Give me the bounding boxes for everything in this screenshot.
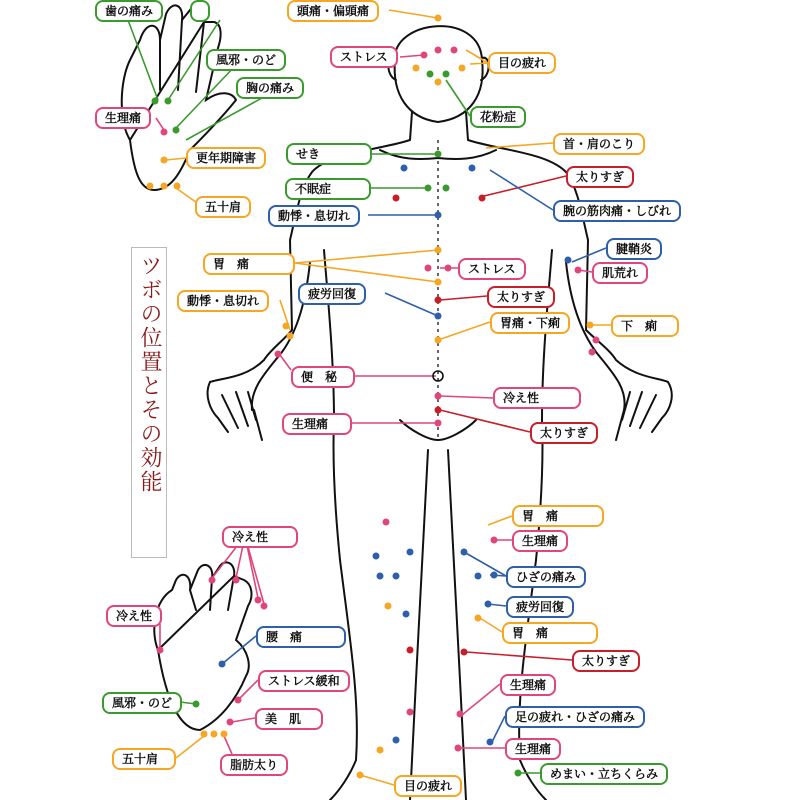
label-seiritsu-hand: 生理痛	[95, 107, 151, 129]
label-ashi-tsukare: 足の疲れ・ひざの痛み	[505, 706, 645, 728]
label-i-tsuu-geri: 胃痛・下痢	[490, 312, 570, 334]
label-stress-head: ストレス	[330, 46, 398, 68]
label-bihada: 美 肌	[255, 708, 323, 730]
label-gojukata-hand: 五十肩	[195, 196, 251, 218]
label-hie-hand-left: 冷え性	[106, 605, 162, 627]
label-stress-kanwa: ストレス緩和	[258, 670, 350, 692]
label-seiritsu-body: 生理痛	[282, 413, 352, 435]
label-douki-left: 動悸・息切れ	[177, 290, 269, 312]
label-koinaien	[190, 0, 210, 22]
label-stress-body: ストレス	[458, 258, 526, 280]
label-me-no-tsukare-foot: 目の疲れ	[394, 775, 462, 797]
label-futorisugi-low: 太りすぎ	[530, 422, 598, 444]
label-i-tsuu-leg: 胃 痛	[512, 505, 604, 527]
label-seki: せき	[286, 143, 372, 165]
label-hadaare: 肌荒れ	[592, 262, 648, 284]
label-ha-no-itami: 歯の痛み	[95, 0, 163, 22]
label-futorisugi-chest: 太りすぎ	[566, 166, 634, 188]
label-geri: 下 痢	[611, 315, 679, 337]
label-hie-hand-top: 冷え性	[222, 526, 298, 548]
label-futorisugi-abd: 太りすぎ	[487, 286, 555, 308]
label-benpi: 便 秘	[291, 366, 355, 388]
label-youtsuu: 腰 痛	[256, 626, 346, 648]
label-hiza: ひざの痛み	[506, 566, 586, 588]
label-seiritsu-leg: 生理痛	[512, 530, 568, 552]
label-mune-no-itami: 胸の痛み	[236, 77, 304, 99]
label-kafunsho: 花粉症	[470, 106, 526, 128]
label-kubi-kata: 首・肩のこり	[553, 133, 645, 155]
page-title: ツボの位置とその効能	[137, 254, 162, 494]
label-i-tsuu-body: 胃 痛	[203, 253, 295, 275]
label-zutsu: 頭痛・偏頭痛	[287, 0, 379, 22]
label-gojukata-hand2: 五十肩	[112, 748, 176, 770]
label-seiritsu-foot: 生理痛	[505, 738, 561, 760]
label-seiritsu-leg2: 生理痛	[500, 674, 556, 696]
label-hie-body: 冷え性	[493, 387, 581, 409]
label-kaze-nodo: 風邪・のど	[206, 49, 286, 71]
label-douki-chest: 動悸・息切れ	[268, 205, 360, 227]
title-box	[131, 247, 167, 558]
label-shibou: 脂肪太り	[220, 754, 288, 776]
label-i-tsuu-leg2: 胃 痛	[502, 622, 598, 644]
label-fuminsho: 不眠症	[285, 178, 371, 200]
label-ude-kinniku: 腕の筋肉痛・しびれ	[553, 200, 681, 222]
label-kenshouen: 腱鞘炎	[606, 238, 662, 260]
label-kounenki: 更年期障害	[186, 147, 266, 169]
label-kaze-nodo-hand2: 風邪・のど	[102, 692, 182, 714]
label-futorisugi-leg: 太りすぎ	[572, 650, 640, 672]
label-me-no-tsukare: 目の疲れ	[488, 52, 556, 74]
label-memai: めまい・立ちくらみ	[540, 763, 668, 785]
label-hirou-body: 疲労回復	[298, 283, 366, 305]
label-hirou-leg: 疲労回復	[506, 596, 574, 618]
